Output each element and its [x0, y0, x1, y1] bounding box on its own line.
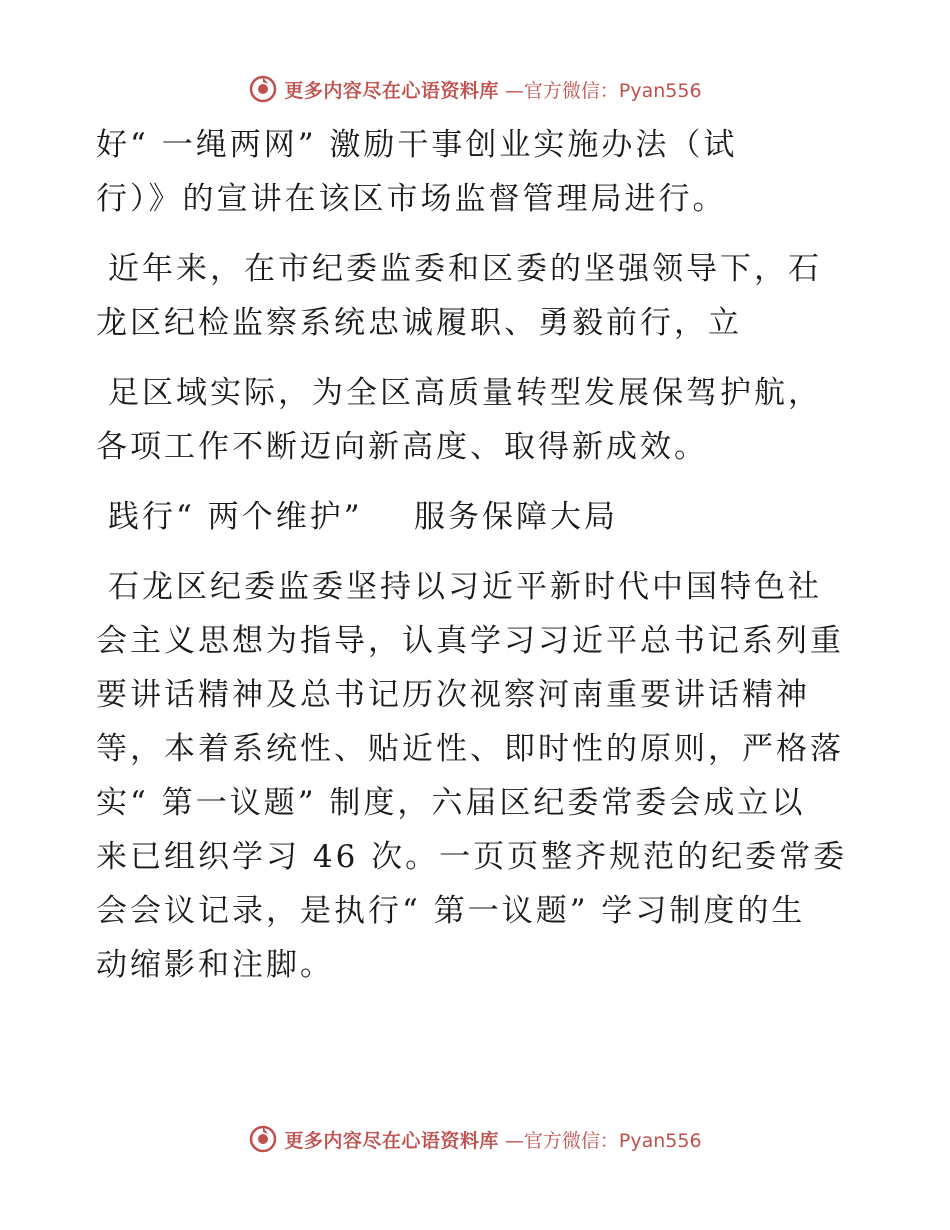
paragraph-2 — [96, 242, 876, 350]
banner-sub-text: —官方微信：Pyan556 — [504, 1129, 702, 1152]
banner-main-text: 更多内容尽在心语资料库 — [284, 79, 499, 102]
paragraph-4 — [96, 560, 876, 992]
paragraph-line: 会会议记录，是执行“ 第一议题” 学习制度的生 — [96, 893, 806, 929]
section-heading — [96, 490, 876, 544]
paragraph-line: 会主义思想为指导，认真学习习近平总书记系列重 — [96, 623, 844, 659]
paragraph-line: 动缩影和注脚。 — [96, 947, 334, 983]
paragraph-3 — [96, 366, 876, 474]
paragraph-line: 实“ 第一议题” 制度，六届区纪委常委会成立以 — [96, 785, 806, 821]
header-watermark-banner — [0, 74, 950, 104]
paragraph-line: 来已组织学习 46 次。一页页整齐规范的纪委常委 — [96, 839, 848, 875]
paragraph-line: 行）》的宣讲在该区市场监督管理局进行。 — [96, 181, 727, 217]
banner-main-text: 更多内容尽在心语资料库 — [284, 1129, 499, 1152]
paragraph-line: 石龙区纪委监委坚持以习近平新时代中国特色社 — [108, 569, 822, 605]
paragraph-line: 等，本着系统性、贴近性、即时性的原则，严格落 — [96, 731, 844, 767]
paragraph-line: 龙区纪检监察系统忠诚履职、勇毅前行，立 — [96, 305, 742, 341]
paragraph-1 — [96, 118, 876, 226]
paragraph-line: 各项工作不断迈向新高度、取得新成效。 — [96, 429, 708, 465]
footer-watermark-banner — [0, 1124, 950, 1154]
banner-sub-text: —官方微信：Pyan556 — [504, 79, 702, 102]
paragraph-line: 足区域实际，为全区高质量转型发展保驾护航， — [108, 375, 822, 411]
paragraph-line: 近年来，在市纪委监委和区委的坚强领导下，石 — [108, 251, 822, 287]
brand-logo-icon — [248, 74, 278, 104]
brand-logo-icon — [248, 1124, 278, 1154]
paragraph-line: 好“ 一绳两网” 激励干事创业实施办法（试 — [96, 127, 738, 163]
paragraph-line: 要讲话精神及总书记历次视察河南重要讲话精神 — [96, 677, 810, 713]
document-body — [96, 118, 876, 992]
heading-text: 践行“ 两个维护” 服务保障大局 — [108, 499, 618, 535]
